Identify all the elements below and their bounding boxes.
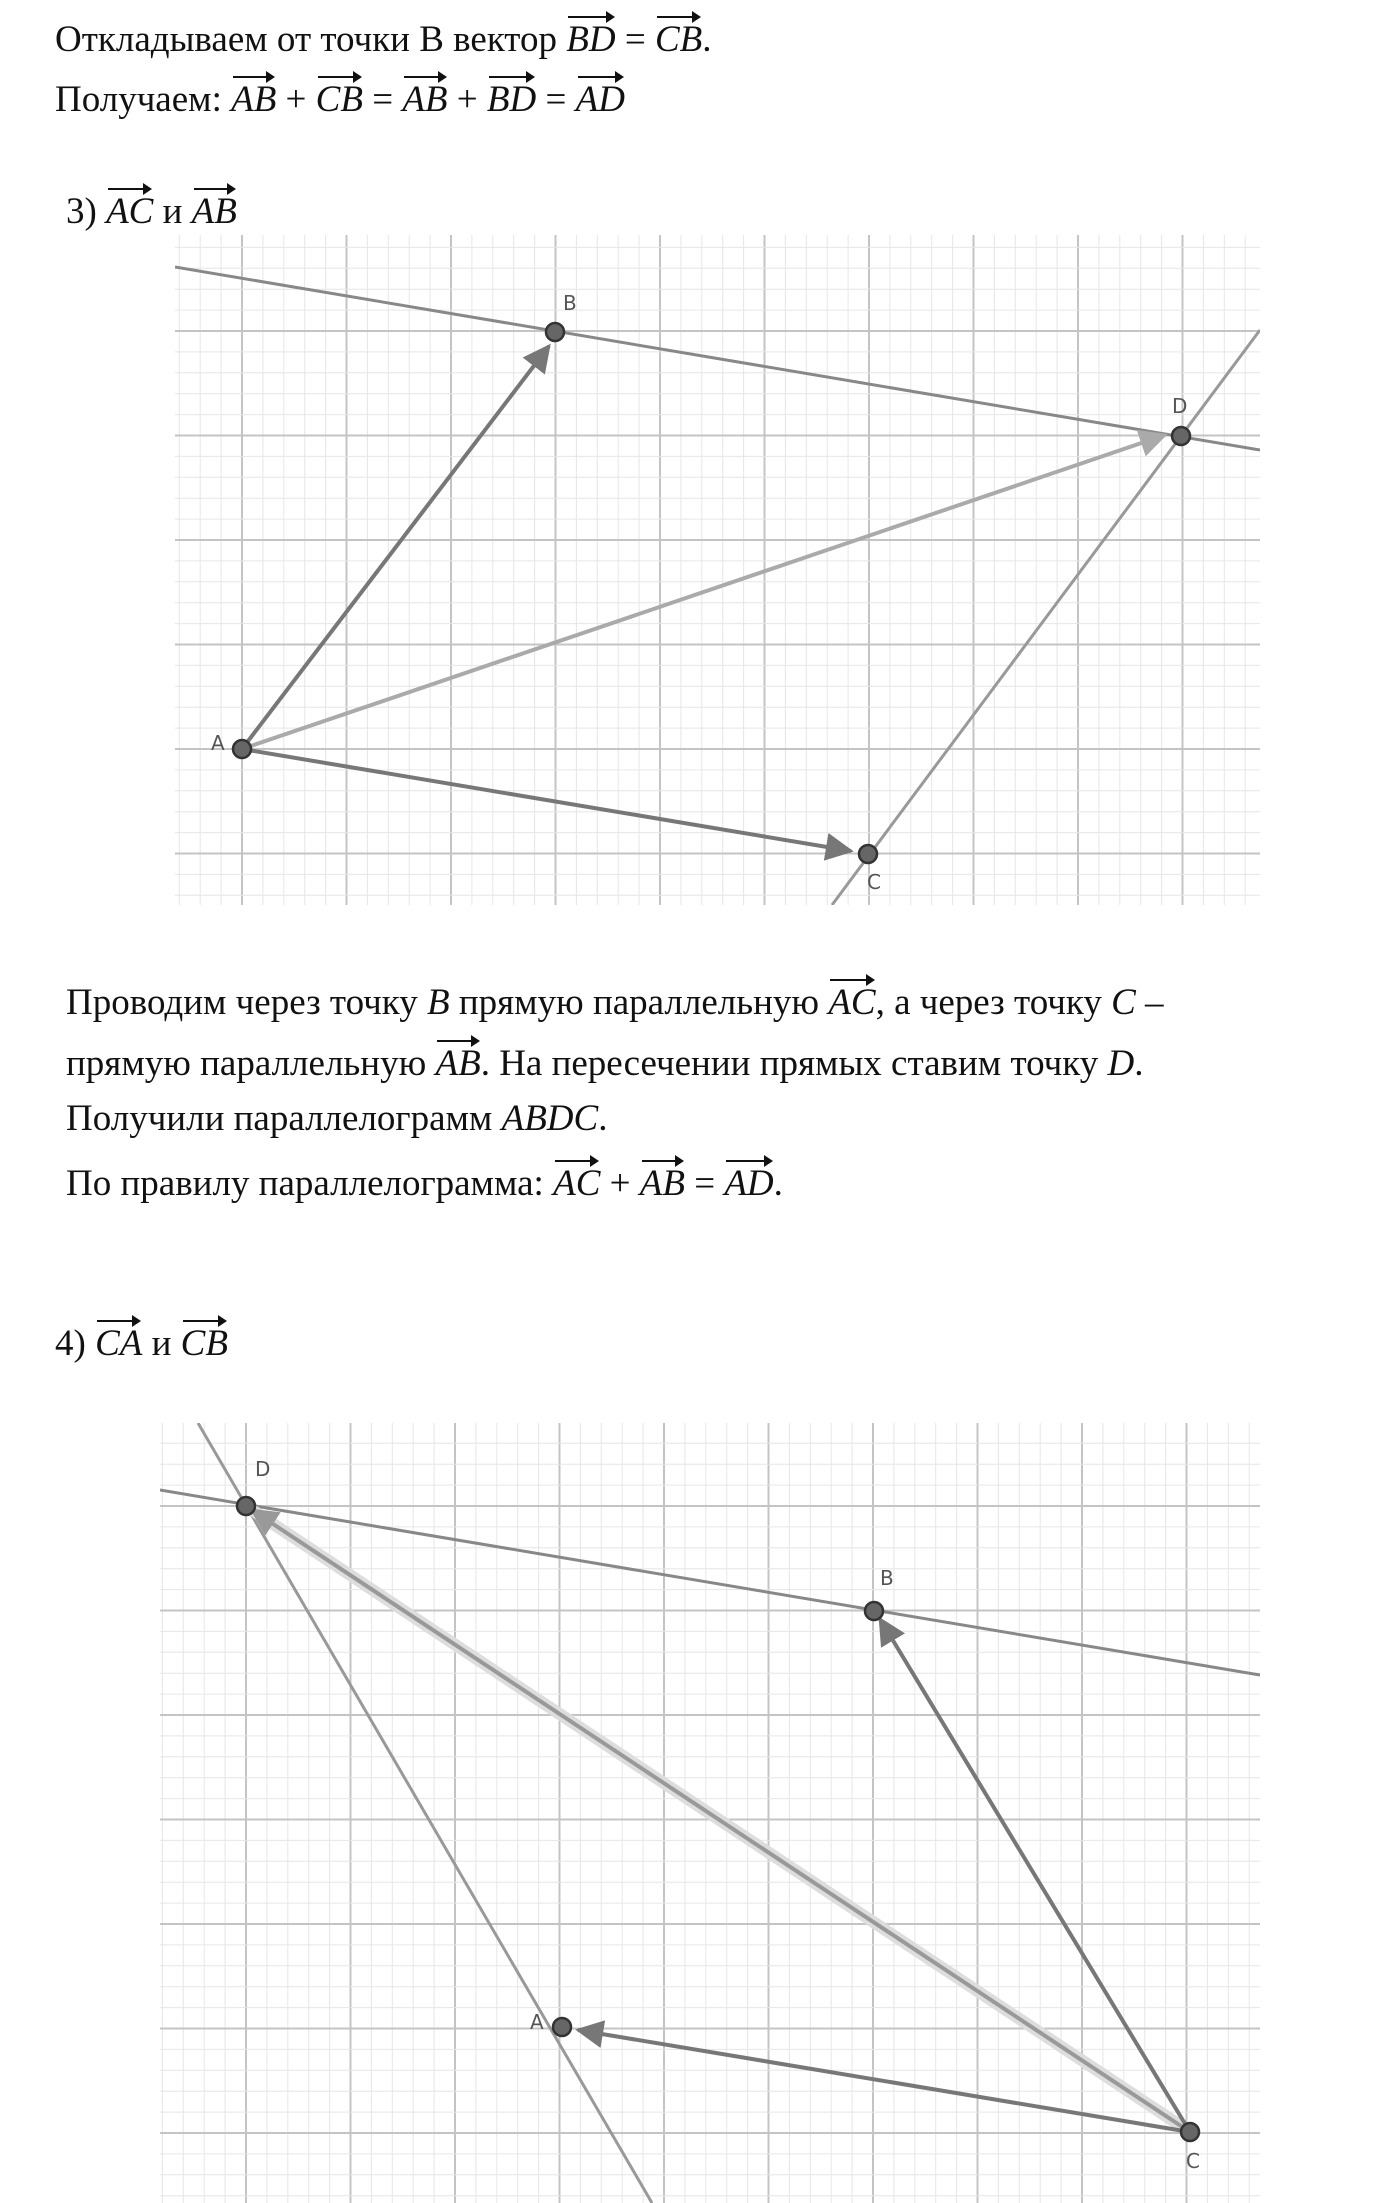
point-c: [859, 845, 877, 863]
vector-ad: AD: [576, 74, 625, 122]
vector-bd: BD: [487, 74, 536, 122]
line-through-b: [175, 267, 1260, 450]
point-a: [553, 2018, 571, 2036]
label-b: B: [880, 1566, 894, 1590]
section-3-paragraph-4: По правилу параллелограмма: AC + AB = AD.: [66, 1158, 783, 1206]
label-d: D: [255, 1457, 271, 1481]
point-b: [546, 323, 564, 341]
section-3-heading: 3) AC и AB: [66, 186, 237, 234]
section-3-paragraph-2: прямую параллельную AB. На пересечении прямых ставим точку D.: [66, 1038, 1143, 1086]
label-b: B: [563, 291, 577, 315]
vector-cb-arrow: [880, 1619, 1190, 2132]
vector-ab: AB: [231, 74, 276, 122]
grid: [175, 235, 1260, 905]
vector-ad-arrow: [242, 435, 1165, 749]
vector-ab: AB: [192, 186, 237, 234]
vector-cb: CB: [316, 74, 363, 122]
vector-ac-arrow: [242, 749, 851, 851]
section-3-paragraph-3: Получили параллелограмм ABDC.: [66, 1098, 608, 1139]
section-3-paragraph-1: Проводим через точку B прямую параллельную AC, а через точку C –: [66, 977, 1164, 1025]
vector-ab-arrow: [242, 346, 549, 749]
label-c: C: [867, 870, 881, 894]
point-d: [1172, 427, 1190, 445]
vector-ca: CA: [95, 1318, 142, 1366]
vector-ac: AC: [553, 1158, 600, 1206]
point-a: [233, 740, 251, 758]
intro-line-1: Откладываем от точки B вектор BD = CB.: [55, 14, 711, 62]
vector-ac: AC: [106, 186, 153, 234]
point-b: [865, 1602, 883, 1620]
line-through-c: [832, 330, 1260, 905]
point-c: [1181, 2123, 1199, 2141]
vector-bd: BD: [566, 14, 615, 62]
figure-4-parallelogram: [160, 1423, 1260, 2203]
vector-cb: CB: [181, 1318, 228, 1366]
label-a: A: [530, 2010, 544, 2034]
point-d: [237, 1497, 255, 1515]
label-d: D: [1172, 394, 1188, 418]
line-through-a: [198, 1423, 652, 2203]
vector-cb: CB: [655, 14, 702, 62]
label-c: C: [1186, 2149, 1200, 2173]
vector-ab: AB: [402, 74, 447, 122]
line-through-b: [160, 1490, 1260, 1675]
vector-ab: AB: [435, 1038, 480, 1086]
section-4-heading: 4) CA и CB: [55, 1318, 228, 1366]
figure-3-parallelogram: [175, 235, 1260, 905]
vector-ad: AD: [724, 1158, 773, 1206]
intro-line-2: Получаем: AB + CB = AB + BD = AD: [55, 74, 625, 122]
vector-ac: AC: [828, 977, 875, 1025]
vector-ca-arrow: [578, 2030, 1190, 2132]
vector-ab: AB: [640, 1158, 685, 1206]
label-a: A: [211, 731, 225, 755]
